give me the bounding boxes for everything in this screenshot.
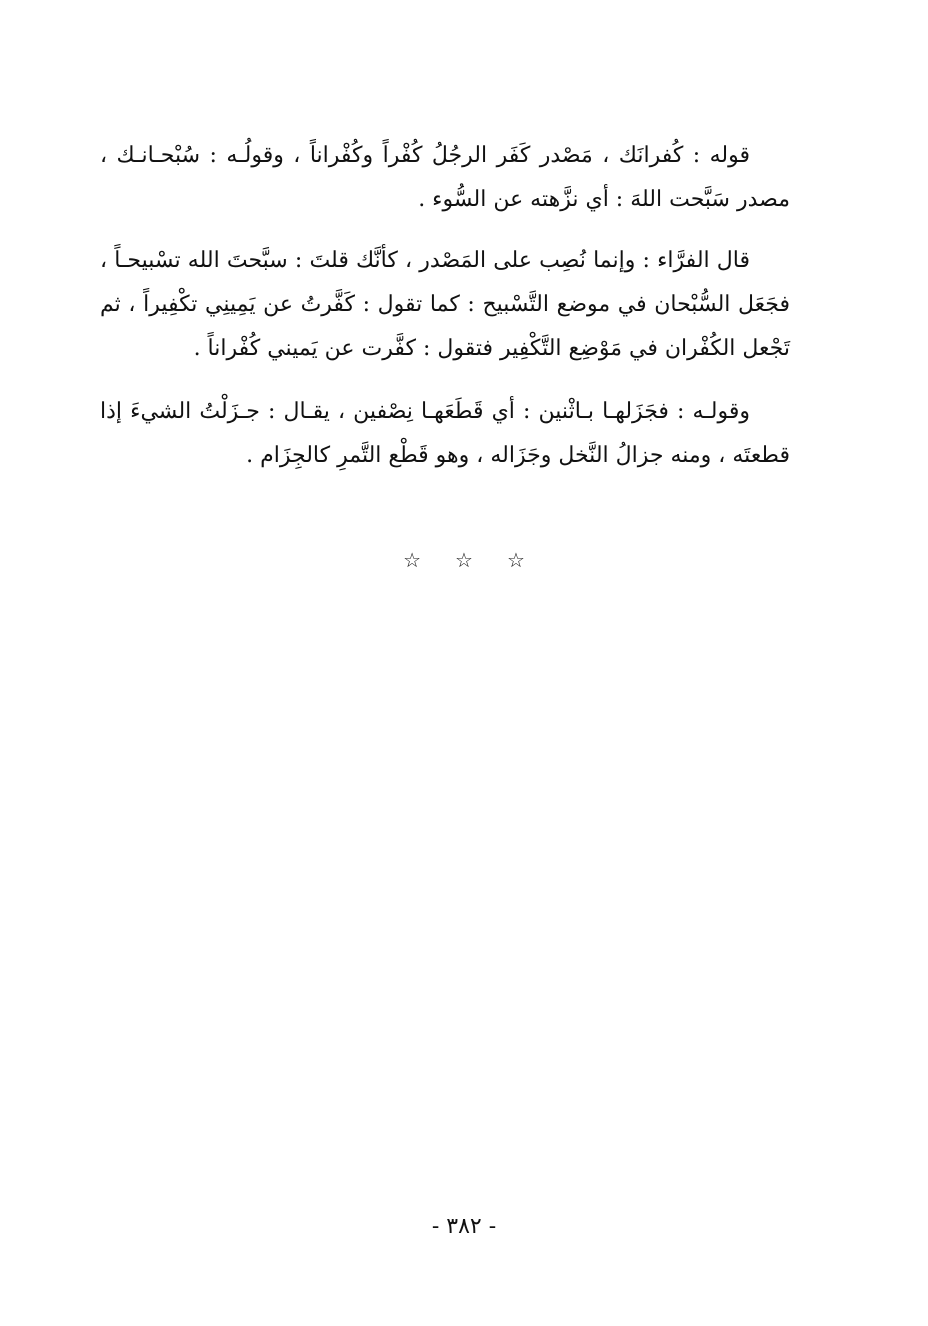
paragraph-text: قوله : كُفرانَك ، مَصْدر كَفَر الرجُلُ كُفْراً وكُفْراناً ، وقولُـه : سُبْحـانـك ، مصدر سَبَّحت اللهَ : أي نزَّهته عن السُّوء . <box>100 143 790 212</box>
star-separator: ☆☆☆ <box>403 548 559 572</box>
paragraph-text: وقولـه : فجَزَلهـا بـاثْنين : أي قَطَعَهـا نِصْفين ، يقـال : جـزَلْتُ الشيءَ إذا قطعتَه ، ومنه جزالُ النَّخل وجَزَاله ، وهو قَطْع التَّمرِ كالجِزَام . <box>100 399 790 468</box>
paragraph-3 <box>100 390 790 478</box>
paragraph-text: قال الفرَّاء : وإنما نُصِب على المَصْدر ، كأنَّك قلتَ : سبَّحتَ الله تسْبيحـاً ، فجَعَل السُّبْحان في موضع التَّسْبيح : كما تقول : كَفَّرتُ عن يَمِينِي تكْفِيراً ، ثم تَجْعل الكُفْران في مَوْضِع التَّكْفِير فتقول : كفَّرت عن يَميني كُفْراناً . <box>100 248 790 361</box>
paragraph-2 <box>100 239 790 371</box>
page-number: - ٣٨٢ - <box>431 1214 497 1239</box>
paragraph-1 <box>100 134 790 222</box>
